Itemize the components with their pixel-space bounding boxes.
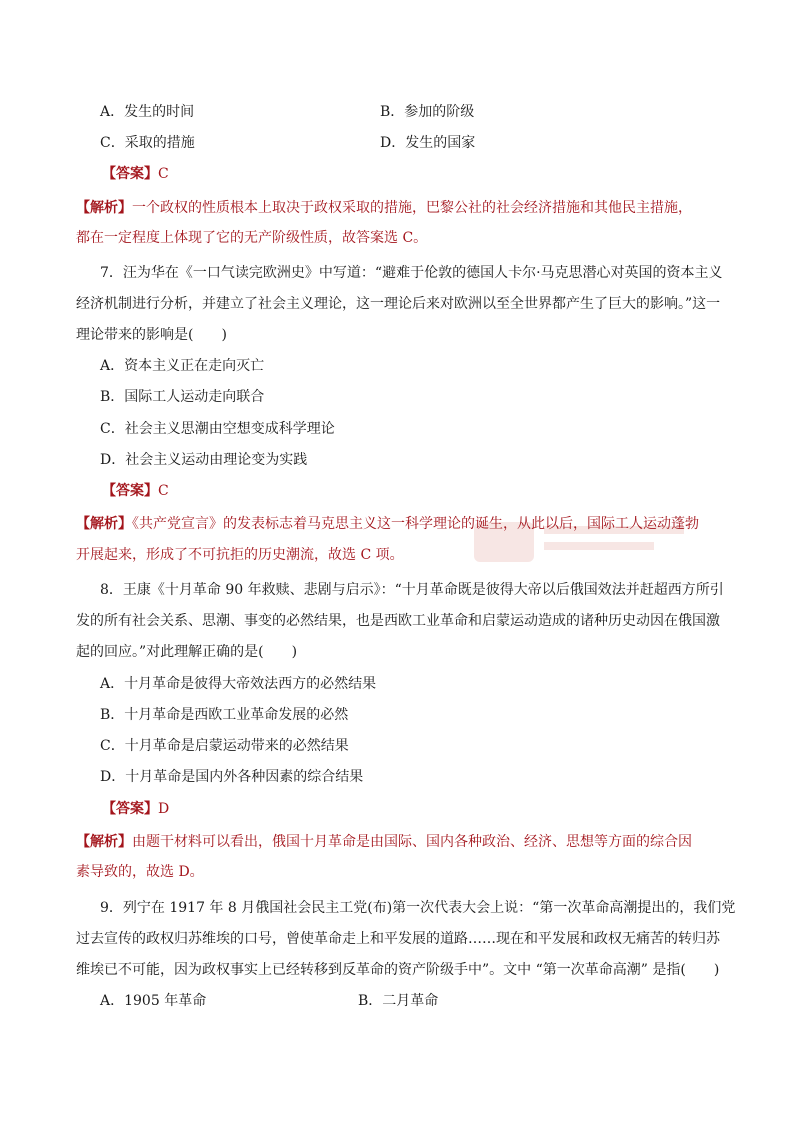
q9-stem-line3: 维埃已不可能，因为政权事实上已经转移到反革命的资产阶级手中”。文中 “第一次革命高潮” 是指( ) bbox=[76, 962, 720, 978]
explanation-tag: 【解析】 bbox=[76, 834, 132, 850]
q8-option-b: B．十月革命是西欧工业革命发展的必然 bbox=[100, 707, 349, 723]
q9-option-a: A．1905 年革命 bbox=[100, 993, 207, 1009]
q9-stem-line1: 9．列宁在 1917 年 8 月俄国社会民主工党(布)第一次代表大会上说：“第一次革命高潮提出的，我们党 bbox=[100, 900, 736, 916]
answer-value: C bbox=[158, 166, 169, 182]
q6-option-a: A．发生的时间 bbox=[100, 104, 195, 120]
answer-tag: 【答案】 bbox=[102, 801, 158, 817]
q6-option-b: B．参加的阶级 bbox=[380, 104, 475, 120]
q8-option-a: A．十月革命是彼得大帝效法西方的必然结果 bbox=[100, 676, 377, 692]
q6-answer bbox=[102, 164, 752, 184]
q7-stem-line3: 理论带来的影响是( ) bbox=[76, 327, 227, 343]
explanation-text: 一个政权的性质根本上取决于政权采取的措施，巴黎公社的社会经济措施和其他民主措施， bbox=[132, 200, 692, 216]
q8-explanation-line1 bbox=[76, 832, 726, 852]
q7-option-c: C．社会主义思潮由空想变成科学理论 bbox=[100, 421, 335, 437]
q7-stem-line1: 7．汪为华在《一口气读完欧洲史》中写道：“避难于伦敦的德国人卡尔·马克思潜心对英国的资本主义 bbox=[100, 265, 723, 281]
q8-option-d: D．十月革命是国内外各种因素的综合结果 bbox=[100, 769, 364, 785]
q6-explanation-line1 bbox=[76, 198, 726, 218]
answer-value: D bbox=[158, 801, 170, 817]
q6-option-c: C．采取的措施 bbox=[100, 135, 195, 151]
explanation-text: 《共产党宣言》的发表标志着马克思主义这一科学理论的诞生，从此以后，国际工人运动蓬勃 bbox=[132, 516, 699, 532]
answer-tag: 【答案】 bbox=[102, 483, 158, 499]
q8-stem-line3: 起的回应。”对此理解正确的是( ) bbox=[76, 644, 298, 660]
q9-option-b: B．二月革命 bbox=[358, 993, 439, 1009]
q7-option-b: B．国际工人运动走向联合 bbox=[100, 389, 265, 405]
q7-answer bbox=[102, 481, 752, 501]
q7-option-d: D．社会主义运动由理论变为实践 bbox=[100, 452, 308, 468]
q7-explanation-line1 bbox=[76, 514, 726, 534]
q8-explanation-line2: 素导致的，故选 D。 bbox=[76, 864, 204, 880]
explanation-tag: 【解析】 bbox=[76, 200, 132, 216]
q7-explanation-line2: 开展起来，形成了不可抗拒的历史潮流，故选 C 项。 bbox=[76, 547, 404, 563]
answer-value: C bbox=[158, 483, 169, 499]
answer-tag: 【答案】 bbox=[102, 166, 158, 182]
q9-stem-line2: 过去宣传的政权归苏维埃的口号，曾使革命走上和平发展的道路……现在和平发展和政权无痛苦的转归苏 bbox=[76, 931, 720, 947]
q6-option-d: D．发生的国家 bbox=[380, 135, 476, 151]
q6-explanation-line2: 都在一定程度上体现了它的无产阶级性质，故答案选 C。 bbox=[76, 230, 428, 246]
explanation-text: 由题干材料可以看出，俄国十月革命是由国际、国内各种政治、经济、思想等方面的综合因 bbox=[132, 834, 692, 850]
q8-option-c: C．十月革命是启蒙运动带来的必然结果 bbox=[100, 738, 349, 754]
q7-option-a: A．资本主义正在走向灭亡 bbox=[100, 358, 265, 374]
q8-stem-line1: 8．王康《十月革命 90 年救赎、悲剧与启示》：“十月革命既是彼得大帝以后俄国效法并赶超西方所引 bbox=[100, 582, 724, 598]
q8-answer bbox=[102, 799, 752, 819]
explanation-tag: 【解析】 bbox=[76, 516, 132, 532]
q7-stem-line2: 经济机制进行分析，并建立了社会主义理论，这一理论后来对欧洲以至全世界都产生了巨大的影响。”这一 bbox=[76, 296, 721, 312]
q8-stem-line2: 发的所有社会关系、思潮、事变的必然结果，也是西欧工业革命和启蒙运动造成的诸种历史动因在俄国激 bbox=[76, 613, 720, 629]
